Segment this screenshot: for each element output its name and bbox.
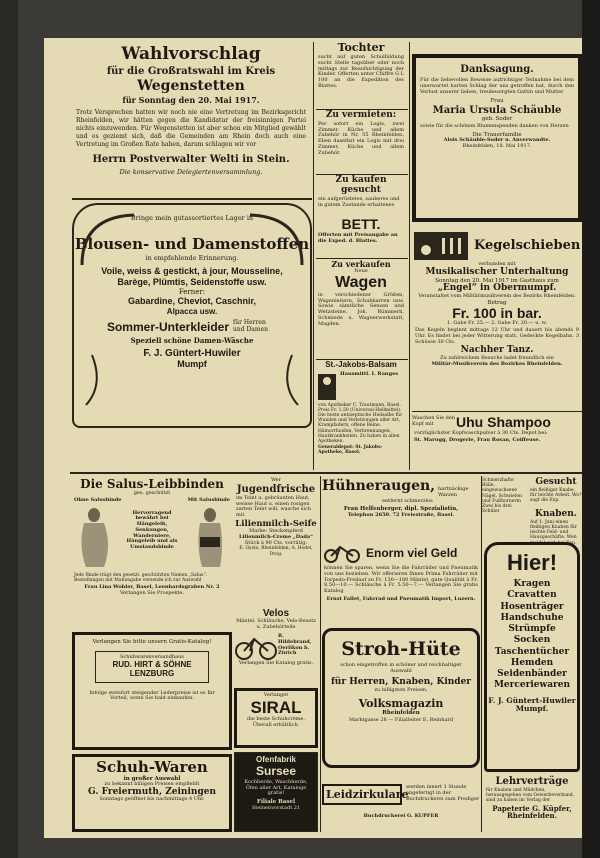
salus-sub: ges. geschützt [133,490,171,497]
tochter-ad [316,42,406,108]
kegel-betrag: Betrag [487,299,507,306]
schuhhaus-note: Verlangen Sie bitte unsern Gratis-Katalog! [92,639,212,645]
shampoo-brand: Uhu Shampoo [456,414,551,430]
velos-body: Mäntel, Schläuche, Velo-Besatz u. Zubehörteile [236,618,316,630]
blouses-sommer: Sommer-Unterkleider [106,319,230,334]
blouses-reminder: in empfehlende Erinnerung. [145,253,239,262]
danksagung-geb: geb. Soder [481,115,513,122]
stroh-addr: Marktgasse 28 — Filialleiter E. Reinhard [348,717,454,724]
jugend-cream: Lilienmilch-Creme „Dada“ [239,533,313,540]
schuh-sub: in großer Auswahl [123,775,181,782]
velos-note: Verlangen Sie Katalog gratis. [238,659,314,666]
hier-town: Mumpf. [515,703,549,713]
bett-ad [316,217,406,257]
kaufen-title: Zu kaufen gesucht [335,175,387,195]
kegel-ad [412,228,582,410]
blouses-line4: Alpacca usw. [166,307,218,317]
horizontal-divider [70,472,582,474]
salus-prosp: Verlangen Sie Prospekte. [120,589,184,596]
election-body: Trotz Versprechen hatten wir noch nie eine Vertretung im Bezirksgericht Rheinfelden, wir hätten gegen die Kandidatur der freisinnigen Partei nichts einzuwenden. Für Wegenstetten ist aber schon ein Mitglied gewählt und es geziemt sich, daß die Gemeinden am Rhein doch auch eine Vertretung im Großen Rate haben, darum schlagen wir vor [76,108,306,149]
bowling-icon [412,228,470,262]
blouses-firm: F. J. Güntert-Huwiler [143,347,241,359]
lehr-body: für Knaben und Mädchen, herausgegeben vom Gewerbeverband, sind zu haben im Verlag der [486,788,575,804]
lehr-title: Lehrverträge [495,776,569,787]
wagen-ad [316,260,406,358]
balsam-brand: Hausmittl. I. Ranges [340,370,399,377]
schuhhaus-name: RUD. HIRT & SÖHNE [112,660,192,670]
vermieten-title: Zu vermieten: [325,110,397,120]
danksagung-ad [412,54,582,222]
salus-body2: Jede Binde trägt den gesetzl. geschützten Namen „Salus“. Bestellungen mit Maßangabe versende ich zur Auswahl [74,572,208,583]
shampoo-pre: Waschen Sie den Kopf mit [412,415,455,427]
geld-body: können Sie sparen, wenn Sie die Fahrräder und Pneumatik von uns beziehen. Wir offerieren Ihnen Prima Fahrräder mit Torpedo-Freilauf zu Fr. 130—180 Mäntel, gute Qualität à Fr. 8.50—10.— Schläuche à Fr. 5.50—7.— Verlangen Sie gratis Katalog [324,565,478,594]
velos-firm: R. Hildebrand, Oerlikon b. Zürich [278,633,312,657]
jugend-title: Jugendfrische [236,483,316,495]
stroh-shop: Volksmagazin [358,697,444,711]
next-page-edge [582,0,600,858]
jugend-price: Stück à 90 Cts. vorrätig: [244,539,308,546]
huhner-title: Hühneraugen, [322,478,436,494]
wagen-neue: Neue [354,267,368,274]
stroh-sub: schon eingetroffen in schöner und reichhaltiger Auswahl [340,661,462,674]
jugend-pre: Wer [270,477,282,483]
kegel-body: Das Kegeln beginnt mittags 12 Uhr und dauert bis abends 9 Uhr. Es findet bei jeder Witterung statt. Gedeckte Kegelbahn. 3 Schüsse 30 Cts. [415,327,579,345]
saint-icon [316,372,338,402]
knaben-body: Auf 1. Juni einen fleißigen Knaben für leichte Feld- und Hausgeschäfte. Wen meldet sich bei Exp. [530,519,577,546]
balsam-depot: Generaldepot: St. Jakobs-Apotheke, Basel. [318,445,383,456]
stroh-town: Rheinfelden [382,710,420,717]
schuhhaus-kind: Schuhwarenversandhaus [120,654,184,661]
zirkular-firm: Buchdruckerei G. KUPFER [363,813,439,819]
shampoo-depot: St. Marugg, Drogerie, Frau Rosan, Coiffeuse. [414,436,541,443]
schuhhaus-body: Infolge stetsfort steigender Lederpreise ist es Ihr Vorteil, wenn Sie bald einkaufen. [89,689,215,702]
column-rule [481,476,482,832]
geld-title: Enorm viel Geld [366,546,458,560]
schuh-body: zu bekannt billigen Preisen empfiehlt [104,780,200,787]
blouses-speciality: Speziell schöne Damen-Wäsche [130,335,254,345]
blouses-ad [72,203,312,428]
blouses-line3: Gabardine, Cheviot, Caschnir, [127,296,257,307]
kegel-when: Sonntag den 20. Mai 1917 im Gasthaus zum [435,277,559,284]
kaufen-ad [316,176,406,216]
kegel-verbunden: verbunden mit [478,261,516,267]
column-rule [313,42,314,470]
kegel-by: Veranstaltet vom Militärmusikverein des Bezirks Rheinfelden. [418,292,576,299]
bett-title: BETT. [341,216,381,232]
bicycle-icon [234,631,278,661]
danksagung-body2: sowie für die schönen Blumenspenden danken von Herzen [420,122,569,129]
gesucht-ad [530,478,582,508]
zirkular-title: Leidzirkulare [322,784,402,805]
book-binding [0,0,18,858]
schuhhaus-ad [72,632,232,750]
kegel-prize: Fr. 100 in bar. [452,304,542,321]
balsam-title: St.-Jakobs-Balsam [325,360,397,369]
kegel-invite: Zu zahlreichem Besuche ladet freundlich ein [440,355,554,362]
election-candidate: Herrn Postverwalter Welti in Stein. [92,154,290,166]
ofen-filiale: Filiale Basel [256,799,296,806]
kegel-where: „Engel“ in Obermumpf. [437,282,557,293]
schuhhaus-town: LENZBURG [129,668,175,678]
huhner-body: entfernt schmerzlos [382,497,433,504]
hier-item: Hosenträger [500,601,564,612]
election-place: Wegenstetten [137,77,245,94]
danksagung-body: Für die liebevollen Beweise aufrichtiger Teilnahme bei dem unerwartet harten Schlag der uns getroffen hat, durch den Verlust unserer lieben, treubesorgten Gattin und Mutter [420,77,574,95]
fuss-body: Schmerzhafte Bälle, eingewachsene Nägel, Schwielen und Fußhornerm [482,478,522,504]
tochter-body: sucht auf guten Schulbildung sucht Stelle tagsüber oder noch mittags zur Beaufsichtigung der Kinder. Offerten unter Chiffre G L 100 an die Expedition des Blattes. [318,54,404,89]
ofen-title: Ofenfabrik [255,755,296,764]
salus-right-label: Mit Salusbinde [187,496,230,503]
figure-with-belt-icon [190,505,228,571]
kegel-tanz: Nachher Tanz. [460,345,534,356]
newspaper-page [44,38,582,838]
knaben-ad [530,509,582,546]
hier-item: Socken [513,635,551,646]
election-date: für Sonntag den 20. Mai 1917. [122,95,260,106]
schuh-title: Schuh-Waren [96,758,208,776]
hier-item: Handschuhe [500,612,564,623]
jugend-soap: Lilienmilch-Seife [235,518,317,529]
figure-without-belt-icon [76,505,114,571]
bicycle-icon [322,542,362,564]
hier-firm: F. J. Güntert-Huwiler [488,695,576,705]
hier-ad [484,542,580,772]
tochter-title: Tochter [337,41,385,54]
hier-item: Merceriewaren [493,680,571,691]
blouses-town: Mumpf [177,358,207,369]
gesucht-body: ein fleißiger Knabe, für leichte Arbeit. Wo? sagt die Exp. [530,487,582,504]
hier-item: Seidenbänder [497,669,567,680]
blouses-intro: Bringe mein gutassortiertes Lager in [130,214,254,222]
siral-title: SIRAL [250,697,302,717]
hier-item: Kragen [513,579,551,590]
vermieten-body: Per sofort ein Logis, zwei Zimmer, Küche und allem Zubehör in Nr. 55 Rheinfelden. Eben daselbst ein Logis mit drei Zimmer, Küche und allem Zubehör. [318,120,404,156]
blouses-line2: Barège, Plümtis, Seidenstoffe usw. [117,276,267,287]
hier-item: Cravatten [507,590,557,601]
ornament-frame [74,205,310,426]
geld-firm: Ernst Fallet, Fahrrad und Pneumatik Import, Luzern. [326,595,476,602]
siral-body: die beste Schuhcrème. Überall erhältlich. [247,716,305,729]
salus-title: Die Salus-Leibbinden [80,477,224,491]
column-rule [409,42,410,470]
hier-item: Hemden [510,657,554,668]
ofen-ad [234,752,318,832]
jugend-maker: Marke: Steckenpferd [249,528,303,535]
stroh-title: Stroh-Hüte [341,638,461,660]
lehr-firm: Papeterie G. Küpfer, Rheinfelden. [492,803,572,821]
ofen-name: Sursee [255,763,297,778]
siral-ad [234,688,318,748]
huhner-ad [322,478,480,540]
salus-firm: Frau Lina Wohler, Basel, Leonhardsgraben Nr. 2 [84,584,220,591]
divider [72,198,312,200]
kaufen-body: ein aufgerüstetes, sauberes und in gutem Zustande erhaltenes [318,195,400,208]
hier-item: Strümpfe [508,624,556,635]
balsam-ad [316,361,406,471]
shampoo-ad [412,414,582,470]
huhner-addr: Telephon 2650. 72 Freiestraße, Basel. [347,511,455,518]
stroh-price: zu billigsten Preisen. [374,687,428,694]
lehr-ad [484,776,580,832]
election-footer: Die konservative Delegiertenversammlung. [119,168,263,177]
hier-list [487,579,577,692]
danksagung-signed: Alois Schäuble-Soder u. Anverwandte. [443,136,551,143]
blouses-ferner: Ferner: [178,287,206,296]
bett-body: Offerten mit Preisangabe an die Exped. d. Blattes. [318,232,398,245]
fuss-ad [482,478,528,536]
shampoo-body: vorzüglichster Kopfwaschpulver à 30 Cts. Depot bei: [414,430,548,436]
danksagung-title: Danksagung. [460,64,534,75]
balsam-body: von Apotheker C. Trautmann, Basel. Preis Fr. 1.50 (Universal-Heilmittel). Die beste antiseptische Heilsalbe für Wunden und Verletzungen aller Art, Krampfadern, offene Beine, Hämorrhoiden, Verbrennungen, Hautkrankheiten. Zu haben in allen Apotheken. [318,402,403,444]
wagen-pre: Zu verkaufen [331,259,391,269]
danksagung-family: Die Trauerfamilie [472,131,522,138]
kegel-host: Militär-Musikverein des Bezirkes Rheinfelden. [431,360,563,367]
wagen-body: in verschiedener Größen, Wagenleitern, Schubkarren usw. Sowie sämtliche Sensen und Wetzsteine. Joh. Rümmerli, Schmiede u. Wagnerwerkstatt, Magden. [318,291,404,327]
zirkular-ad [322,774,480,832]
blouses-sommer-side: für Herren und Damen [233,319,268,333]
salus-ad [72,478,232,628]
jugend-body: im Teint u. gebräunten Haut, weisse Haut u. einen rosigen zarten Teint will, wasche sich mit [236,494,311,518]
kegel-gaben: 1. Gabe Fr. 25.— 2. Gabe Fr. 20.— u. w. [447,320,547,327]
danksagung-date: Rheinfelden, 18. Mai 1917. [462,142,532,149]
danksagung-frau: Frau [490,98,504,105]
stroh-for: für Herren, Knaben, Kinder [330,677,472,688]
fuss-tail: Zwei bis drei Schüler [482,503,512,515]
blouses-line1: Voile, weiss & gestickt, à jour, Mousseline, [101,265,283,276]
siral-pre: Verlanget [263,692,289,698]
kegel-musik: Musikalischer Unterhaltung [425,266,569,277]
salus-left-label: Ohne Salusbinde [74,496,122,503]
jugend-vendors: E. Gysin, Rheinfelden; A. Hodel, Drog. [239,546,313,557]
vermieten-ad [316,111,406,173]
schuh-note: Sonntags geöffnet bis nachmittags 4 Uhr. [99,796,205,803]
election-ad [72,42,310,194]
divider [412,411,582,412]
jugend-ad [234,478,318,606]
ofen-body: Kochherde, Waschherde, Öfen aller Art, Kataloge gratis! [244,778,308,797]
gesucht-title: Gesucht [535,477,577,487]
hier-title: Hier! [506,550,558,575]
zirkular-body: werden innert 1 Stunde angefertigt in der Buchdruckerei zum Prediger [406,784,480,802]
huhner-name: Frau Helfenberger, dipl. Spezialistin, [343,506,459,513]
huhner-sub: hartnäckige Warzen [438,486,469,498]
column-rule [320,476,321,832]
blouses-headline: Blousen- und Damenstoffen [74,235,310,254]
stroh-ad [322,628,480,768]
wagen-title: Wagen [335,274,387,292]
velos-ad [234,608,318,684]
kegel-title: Kegelschieben [474,237,581,253]
knaben-title: Knaben. [535,509,577,519]
salus-body: Hervorragend bewährt bei Hängeleib, Senkungen, Wanderniere, Hängeleib und als Umstandsbinde [126,509,178,551]
hier-item: Taschentücher [494,646,570,657]
election-title: Wahlvorschlag [121,44,261,64]
velos-title: Velos [262,608,290,619]
schuh-ad [72,754,232,832]
geld-ad [322,542,480,626]
election-subtitle: für die Großratswahl im Kreis [106,65,276,77]
danksagung-name: Maria Ursula Schäuble [432,104,562,116]
ofen-addr: Steinenvorstadt 21 [251,804,301,811]
schuh-firm: G. Freiermuth, Zeiningen [87,786,217,797]
